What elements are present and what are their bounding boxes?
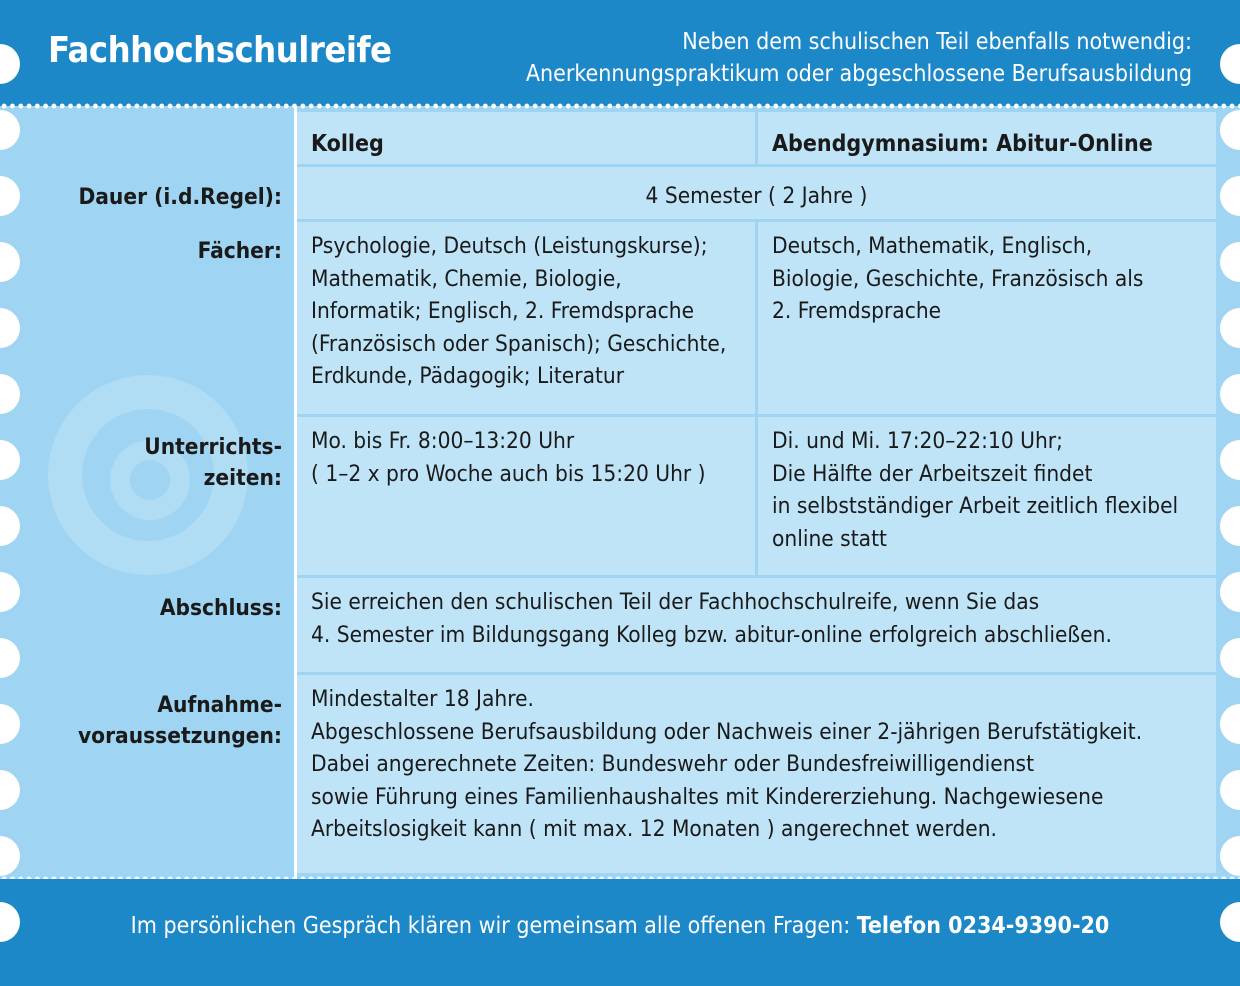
row-label-dauer: Dauer (i.d.Regel):	[78, 184, 282, 210]
footer-phone: Telefon 0234-9390-20	[856, 913, 1110, 939]
page-title: Fachhochschulreife	[48, 30, 392, 71]
row-label-abschluss: Abschluss:	[159, 595, 282, 621]
zeiten-kolleg: Mo. bis Fr. 8:00–13:20 Uhr ( 1–2 x pro Woche auch bis 15:20 Uhr )	[297, 417, 755, 575]
footer-contact	[0, 913, 1240, 939]
column-header-abitur-online: Abendgymnasium: Abitur-Online	[758, 112, 1216, 164]
column-header-kolleg: Kolleg	[297, 112, 755, 164]
aufnahme-value: Mindestalter 18 Jahre. Abgeschlossene Berufsausbildung oder Nachweis einer 2-jährigen Berufstätigkeit. Dabei angerechnete Zeiten: Bundeswehr oder Bundesfreiwilligendienst sowie Führung eines Familienhaushaltes mit Kindererziehung. Nachgewiesene Arbeitslosigkeit kann ( mit max. 12 Monaten ) angerechnet werden.	[297, 675, 1216, 873]
zeiten-abitur-online: Di. und Mi. 17:20–22:10 Uhr; Die Hälfte der Arbeitszeit findet in selbstständiger Arbeit zeitlich flexibel online statt	[758, 417, 1216, 575]
perforation-top	[0, 103, 1240, 109]
faecher-abitur-online: Deutsch, Mathematik, Englisch, Biologie, Geschichte, Französisch als 2. Fremdsprache	[758, 222, 1216, 414]
dauer-value: 4 Semester ( 2 Jahre )	[297, 167, 1216, 219]
row-label-unterrichtszeiten: Unterrichts- zeiten:	[144, 434, 282, 491]
abschluss-value: Sie erreichen den schulischen Teil der Fachhochschulreife, wenn Sie das 4. Semester im Bildungsgang Kolleg bzw. abitur-online erfolgreich abschließen.	[297, 578, 1216, 672]
row-label-aufnahme: Aufnahme- voraussetzungen:	[77, 692, 282, 749]
row-label-faecher: Fächer:	[197, 238, 282, 264]
footer-text: Im persönlichen Gespräch klären wir gemeinsam alle offenen Fragen:	[130, 913, 857, 939]
header-subtitle: Neben dem schulischen Teil ebenfalls notwendig: Anerkennungspraktikum oder abgeschlossene Berufsausbildung	[525, 29, 1192, 87]
faecher-kolleg: Psychologie, Deutsch (Leistungskurse); Mathematik, Chemie, Biologie, Informatik; Englisch, 2. Fremdsprache (Französisch oder Spanisch); Geschichte, Erdkunde, Pädagogik; Literatur	[297, 222, 755, 414]
